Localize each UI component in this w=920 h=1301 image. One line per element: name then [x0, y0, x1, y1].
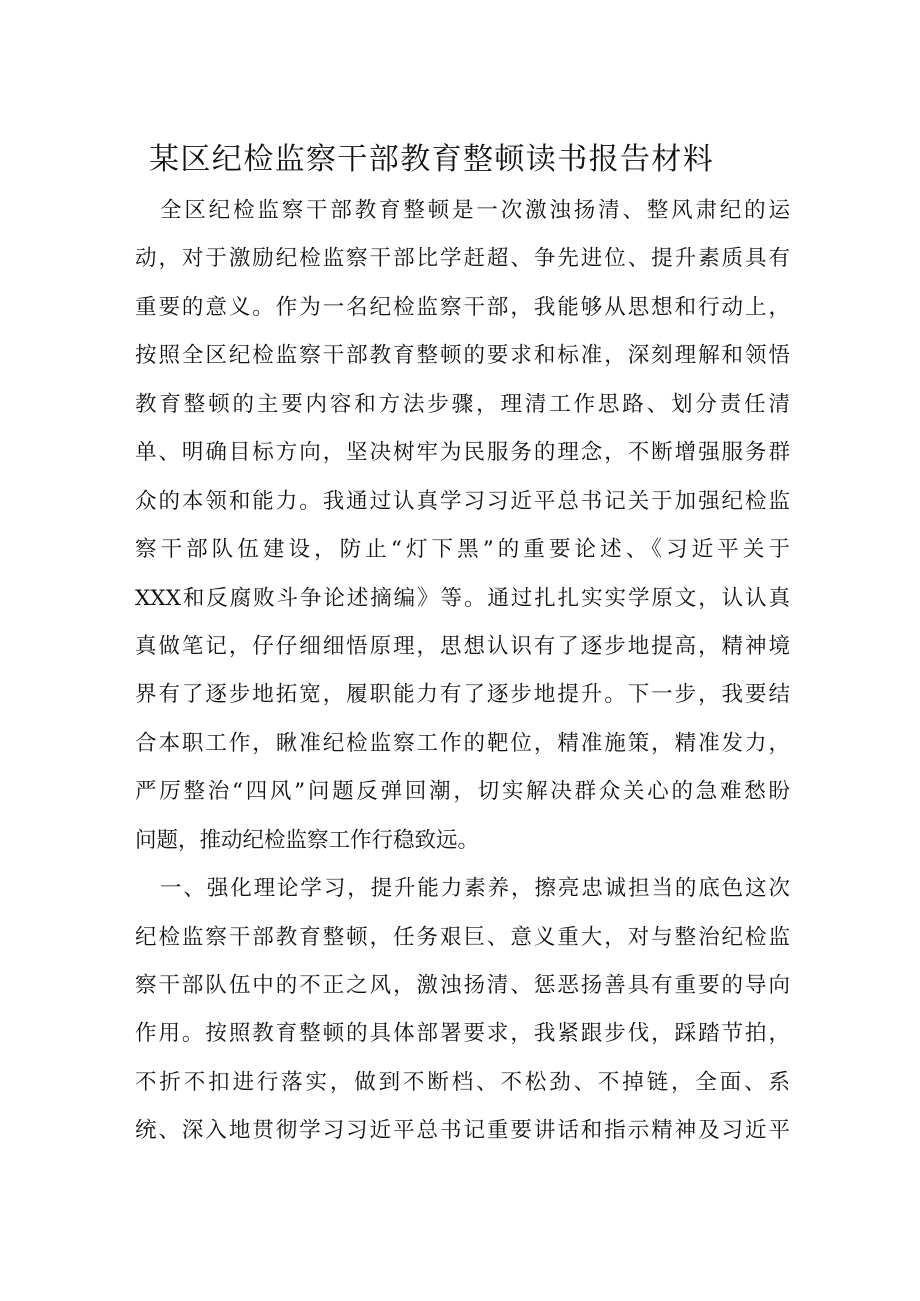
paragraph-2-line-6: 统、深入地贯彻学习习近平总书记重要讲话和指示精神及习近平 [135, 1118, 790, 1144]
paragraph-1-line-5: 教育整顿的主要内容和方法步骤，理清工作思路、划分责任清 [135, 391, 790, 417]
paragraph-2-line-2: 纪检监察干部教育整顿，任务艰巨、意义重大，对与整治纪检监 [135, 924, 790, 950]
document-body [135, 187, 790, 1156]
paragraph-1-line-3: 重要的意义。作为一名纪检监察干部，我能够从思想和行动上， [135, 294, 790, 320]
paragraph-1-line-4: 按照全区纪检监察干部教育整顿的要求和标准，深刻理解和领悟 [135, 343, 790, 369]
paragraph-1-line-7: 众的本领和能力。我通过认真学习习近平总书记关于加强纪检监 [135, 488, 790, 514]
paragraph-1-line-10: 真做笔记，仔仔细细悟原理，思想认识有了逐步地提高，精神境 [135, 633, 790, 659]
paragraph-1-line-9: XXX和反腐败斗争论述摘编》等。通过扎扎实实学原文，认认真 [135, 585, 790, 611]
document-title: 某区纪检监察干部教育整顿读书报告材料 [149, 142, 715, 177]
paragraph-2-line-3: 察干部队伍中的不正之风，激浊扬清、惩恶扬善具有重要的导向 [135, 973, 790, 998]
paragraph-1-line-2: 动，对于激励纪检监察干部比学赶超、争先进位、提升素质具有 [135, 246, 790, 272]
paragraph-1-line-8: 察干部队伍建设，防止“灯下黑”的重要论述、《习近平关于 [135, 537, 790, 563]
paragraph-1-line-1: 全区纪检监察干部教育整顿是一次激浊扬清、整风肃纪的运 [160, 198, 790, 223]
paragraph-2-line-4: 作用。按照教育整顿的具体部署要求，我紧跟步伐，踩踏节拍， [135, 1021, 790, 1047]
paragraph-2-line-1: 一、强化理论学习，提升能力素养，擦亮忠诚担当的底色这次 [160, 876, 790, 902]
paragraph-2-line-5: 不折不扣进行落实，做到不断档、不松劲、不掉链，全面、系 [135, 1069, 790, 1095]
paragraph-1-line-14: 问题，推动纪检监察工作行稳致远。 [135, 827, 480, 853]
paragraph-1-line-13: 严厉整治“四风”问题反弹回潮，切实解决群众关心的急难愁盼 [135, 779, 790, 805]
paragraph-1-line-6: 单、明确目标方向，坚决树牢为民服务的理念，不断增强服务群 [135, 440, 790, 466]
paragraph-1-line-11: 界有了逐步地拓宽，履职能力有了逐步地提升。下一步，我要结 [135, 682, 790, 708]
paragraph-1-line-12: 合本职工作，瞅准纪检监察工作的靶位，精准施策，精准发力， [135, 730, 790, 756]
